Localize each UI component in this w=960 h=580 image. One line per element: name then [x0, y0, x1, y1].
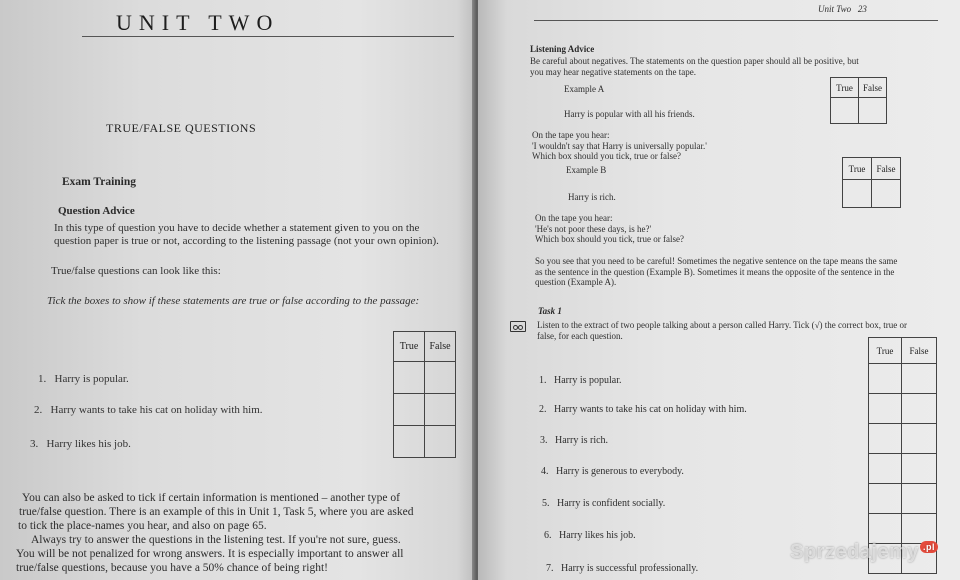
item-text: Harry wants to take his cat on holiday with him.: [50, 404, 263, 416]
item-text: Harry is popular.: [554, 375, 622, 386]
page-number: 23: [857, 4, 867, 14]
true-header: True: [831, 78, 859, 98]
false-box[interactable]: [902, 454, 937, 484]
task-item: [539, 405, 747, 416]
false-header: False: [872, 158, 901, 180]
task-item: [546, 564, 698, 575]
true-false-table: [393, 331, 456, 458]
title-rule: [82, 36, 454, 37]
item-text: Harry is rich.: [555, 435, 609, 446]
advice-paragraph: In this type of question you have to decide whether a statement given to you on the question paper is true or not, according to the listening passage (not your own opinion).: [54, 222, 439, 247]
item-number: 6.: [544, 530, 552, 541]
item-text: Harry likes his job.: [46, 438, 131, 450]
true-box[interactable]: [394, 394, 425, 426]
false-box[interactable]: [902, 484, 937, 514]
item-text: Harry is confident socially.: [557, 498, 666, 509]
header-rule: [534, 20, 938, 21]
example-a-statement: Harry is popular with all his friends.: [564, 109, 695, 119]
instruction-line: Tick the boxes to show if these statements are true or false according to the passage:: [47, 295, 420, 307]
closing-line: Always try to answer the questions in the listening test. If you're not sure, guess.: [31, 534, 401, 546]
false-box[interactable]: [902, 364, 937, 394]
watermark-logo: Sprzedajemy .pl: [790, 541, 938, 564]
item-number: 4.: [541, 466, 549, 477]
false-box[interactable]: [902, 394, 937, 424]
list-item: [34, 404, 263, 416]
closing-line: true/false questions, because you have a 50% chance of being right!: [16, 562, 328, 574]
example-a-tape: [532, 130, 707, 162]
true-box[interactable]: [843, 180, 872, 208]
true-header: True: [869, 338, 902, 364]
task-item: [540, 436, 608, 447]
item-text: Harry likes his job.: [559, 530, 636, 541]
right-page: [478, 0, 960, 580]
false-box[interactable]: [425, 426, 456, 458]
item-number: 3.: [540, 435, 548, 446]
example-b-table: [842, 157, 901, 208]
listening-advice-heading: Listening Advice: [530, 44, 595, 54]
item-number: 3.: [30, 438, 39, 450]
item-number: 7.: [546, 563, 554, 574]
running-head-title: Unit Two: [818, 4, 852, 14]
example-b-tape: [535, 213, 684, 245]
true-box[interactable]: [394, 362, 425, 394]
true-box[interactable]: [869, 514, 902, 544]
true-box[interactable]: [869, 484, 902, 514]
advice-text: Be careful about negatives. The statements on the question paper should all be positive, but you may hear negative statements on the tape.: [530, 56, 859, 77]
example-b-statement: Harry is rich.: [568, 192, 616, 202]
closing-line: You can also be asked to tick if certain information is mentioned – another type of: [22, 492, 400, 504]
task-item: [542, 499, 665, 510]
item-text: Harry wants to take his cat on holiday with him.: [554, 404, 747, 415]
true-header: True: [394, 332, 425, 362]
item-number: 5.: [542, 498, 550, 509]
false-box[interactable]: [425, 394, 456, 426]
item-text: Harry is generous to everybody.: [556, 466, 684, 477]
task-answer-table: [868, 337, 937, 574]
false-box[interactable]: [902, 424, 937, 454]
summary-text: So you see that you need to be careful! Sometimes the negative sentence on the tape means the same as the sentence in the question (Example B). Sometimes it means the opposite of the sentence in the question (Example A).: [535, 256, 898, 287]
left-page: [0, 0, 476, 580]
running-head: [818, 4, 867, 15]
task-title: Task 1: [538, 306, 562, 316]
false-header: False: [425, 332, 456, 362]
section-title: TRUE/FALSE QUESTIONS: [106, 121, 257, 135]
task-instruction: Listen to the extract of two people talking about a person called Harry. Tick (√) the correct box, true or false, for each question.: [537, 320, 907, 341]
true-box[interactable]: [394, 426, 425, 458]
exam-training-heading: Exam Training: [62, 176, 137, 188]
false-box[interactable]: [425, 362, 456, 394]
false-header: False: [902, 338, 937, 364]
item-text: Harry is successful professionally.: [561, 563, 699, 574]
item-number: 2.: [34, 404, 43, 416]
true-box[interactable]: [869, 364, 902, 394]
cassette-icon: [510, 321, 526, 332]
tape-line: Which box should you tick, true or false?: [535, 234, 684, 244]
item-number: 2.: [539, 404, 547, 415]
task-item: [539, 376, 622, 387]
list-item: [38, 373, 129, 385]
closing-line: You will be not penalized for wrong answers. It is especially important to answer all: [16, 548, 404, 560]
example-a-label: Example A: [564, 84, 605, 94]
item-number: 1.: [38, 373, 47, 385]
tape-line: Which box should you tick, true or false?: [532, 151, 681, 161]
task-item: [544, 531, 636, 542]
tape-line: On the tape you hear:: [535, 213, 613, 223]
false-box[interactable]: [859, 98, 887, 124]
closing-line: true/false question. There is an example of this in Unit 1, Task 5, where you are asked: [19, 506, 414, 518]
true-box[interactable]: [869, 454, 902, 484]
item-text: Harry is popular.: [54, 373, 129, 385]
true-box[interactable]: [869, 424, 902, 454]
item-number: 1.: [539, 375, 547, 386]
example-a-table: [830, 77, 887, 124]
task-item: [541, 467, 684, 478]
true-header: True: [843, 158, 872, 180]
unit-title: UNIT TWO: [116, 10, 280, 35]
list-item: [30, 438, 131, 450]
intro-line: True/false questions can look like this:: [51, 265, 221, 277]
example-b-label: Example B: [566, 165, 607, 175]
true-box[interactable]: [869, 394, 902, 424]
false-box[interactable]: [872, 180, 901, 208]
tape-line: 'I wouldn't say that Harry is universally popular.': [532, 140, 707, 151]
tape-line: 'He's not poor these days, is he?': [535, 223, 652, 234]
false-header: False: [859, 78, 887, 98]
true-box[interactable]: [831, 98, 859, 124]
question-advice-heading: Question Advice: [58, 205, 135, 217]
tape-line: On the tape you hear:: [532, 130, 610, 140]
closing-line: to tick the place-names you hear, and also on page 65.: [18, 520, 267, 532]
false-box[interactable]: [902, 514, 937, 544]
